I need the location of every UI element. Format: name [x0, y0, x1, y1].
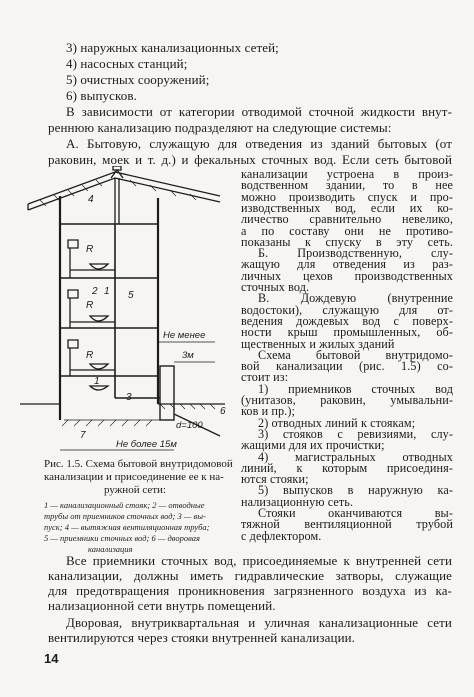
column-line: 3) стояков с ревизиями, слу-	[258, 426, 453, 441]
column-line: а по составу они не противо-	[241, 223, 453, 238]
figure-legend-line: 5 — приемники сточных вод; 6 — дворовая	[44, 533, 200, 543]
paragraph-line: Все приемники сточных вод, присоединяемые к внутренней сети	[66, 553, 452, 568]
paragraph-line: для предотвращения проникновения загрязненного воздуха из ка-	[48, 583, 452, 598]
column-line: 4) магистральных отводных	[258, 449, 453, 464]
column-line: щественных и жилых зданий	[241, 336, 395, 351]
column-line: водственном здании, то в нее	[241, 178, 453, 193]
sewer-scheme-figure	[20, 166, 240, 456]
label-1a: 1	[104, 286, 110, 297]
column-line: тяжной вентиляционной трубой	[241, 517, 453, 532]
column-line: стоит из:	[241, 370, 289, 385]
paragraph-line: В зависимости от категории отводимой сточной жидкости внут-	[66, 104, 452, 119]
column-line: канализации устроена в произ-	[241, 167, 453, 181]
label-ne-menee: Не менее	[163, 330, 206, 341]
list-item-4: 4) насосных станций;	[66, 56, 188, 71]
figure-caption-line: канализации и присоединение ее к на-	[44, 471, 224, 483]
label-r-top: R	[86, 244, 94, 255]
column-line: с дефлектором.	[241, 528, 322, 543]
column-line: изводственных вод, если их ко-	[241, 200, 453, 215]
column-line: личество сравнительно невелико,	[241, 212, 453, 227]
figure-caption-line: ружной сети:	[104, 484, 166, 496]
list-item-6: 6) выпусков.	[66, 88, 137, 103]
column-line: В. Дождевую (внутренние	[258, 291, 453, 306]
paragraph-line: реннюю канализацию подразделяют на следующие системы:	[48, 120, 392, 135]
label-1b: 1	[94, 376, 100, 387]
column-line: можно производить спуск и про-	[241, 189, 453, 204]
figure-legend-line: 1 — канализационный стояк; 2 — отводные	[44, 500, 205, 510]
column-line: (унитазов, раковин, умывальни-	[241, 393, 453, 407]
column-line: 1) приемников сточных вод	[258, 381, 453, 396]
paragraph-line: раковин, моек и т. д.) и фекальных сточных вод. Если сеть бытовой	[48, 152, 452, 167]
column-line: ются стояки;	[241, 472, 309, 487]
list-item-3: 3) наружных канализационных сетей;	[66, 40, 279, 55]
label-d100: d=100	[176, 420, 203, 431]
list-item-5: 5) очистных сооружений;	[66, 72, 210, 87]
figure-legend-line: канализация	[88, 544, 133, 554]
column-line: вой канализации (рис. 1.5) со-	[241, 359, 453, 374]
column-line: водостоки), служащую для от-	[241, 302, 453, 317]
label-3m: 3м	[182, 350, 194, 361]
figure-legend-line: трубы от приемников сточных вод; 3 — вы-	[44, 511, 206, 521]
label-r-low: R	[86, 350, 94, 361]
label-3: 3	[126, 392, 132, 403]
column-line: Стояки оканчиваются вы-	[258, 506, 453, 520]
column-line: показаны к спуску в эту сеть.	[241, 234, 453, 249]
label-ne-bolee: Не более 15м	[116, 439, 177, 450]
figure-caption-line: Рис. 1.5. Схема бытовой внутридомовой	[44, 458, 233, 470]
paragraph-line: нализационной сети внутрь помещений.	[48, 598, 276, 613]
column-line: 2) отводных линий к стоякам;	[258, 415, 416, 430]
label-6: 6	[220, 406, 226, 417]
page-number: 14	[44, 651, 59, 666]
label-7: 7	[80, 430, 86, 441]
column-line: 5) выпусков в наружную ка-	[258, 483, 453, 498]
column-line: жащими для их прочистки;	[241, 438, 385, 453]
column-line: сточных вод.	[241, 280, 310, 294]
paragraph-line: канализации, должны иметь гидравлические затворы, служащие	[48, 568, 452, 583]
paragraph-line: А. Бытовую, служащую для отведения из зданий бытовых (от	[66, 136, 452, 151]
column-line: Схема бытовой внутридомо-	[258, 347, 453, 362]
column-line: жащую для отведения из раз-	[241, 257, 453, 272]
figure-legend-line: пуск; 4 — вытяжная вентиляционная труба;	[44, 522, 210, 532]
column-line: ности крыш промышленных, об-	[241, 325, 453, 340]
column-line: нализационную сеть.	[241, 494, 354, 509]
paragraph-line: Дворовая, внутриквартальная и уличная канализационные сети	[66, 615, 452, 630]
label-2: 2	[92, 286, 98, 297]
column-line: Б. Производственную, слу-	[258, 246, 453, 261]
label-5: 5	[128, 290, 134, 301]
paragraph-line: вентилируются через стояки внутренней канализации.	[48, 630, 356, 645]
label-r-mid: R	[86, 300, 94, 311]
column-line: ведения дождевых вод с поверх-	[241, 313, 453, 328]
label-4: 4	[88, 194, 94, 205]
column-line: ков и пр.);	[241, 404, 295, 419]
column-line: личных цехов производственных	[241, 268, 453, 283]
column-line: линий, к которым присоединя-	[241, 460, 453, 475]
